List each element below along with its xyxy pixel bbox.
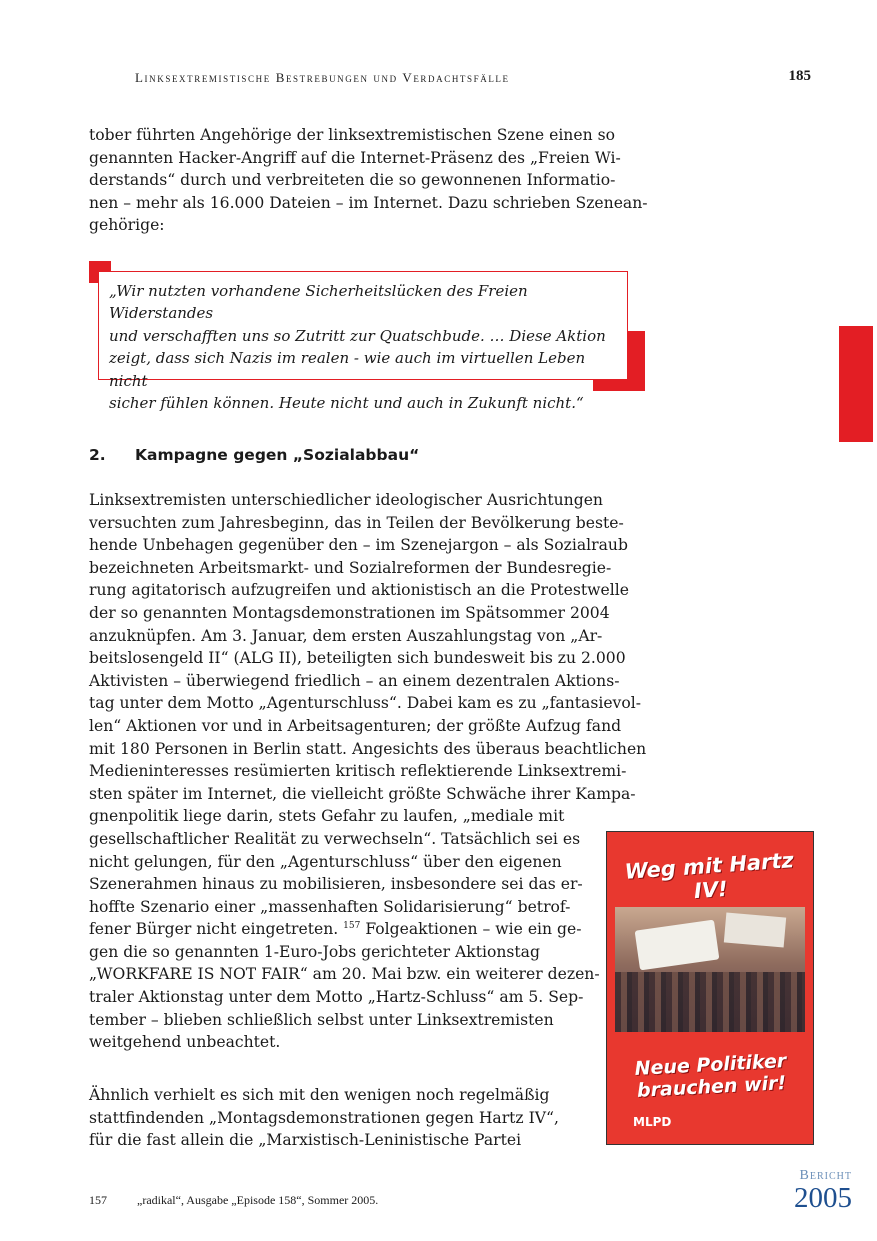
footnote: [89, 1193, 378, 1208]
text-segment: fener Bürger nicht eingetreten.: [89, 920, 339, 939]
text-line: Linksextremisten unterschiedlicher ideologischer Ausrichtungen: [89, 491, 603, 509]
footnote-reference[interactable]: 157: [343, 921, 361, 932]
text-line: versuchten zum Jahresbeginn, das in Teilen der Bevölkerung beste-: [89, 513, 624, 532]
text-line: anzuknüpfen. Am 3. Januar, dem ersten Auszahlungstag von „Ar-: [89, 626, 603, 645]
text-line: tember – blieben schließlich selbst unter Linksextremisten: [89, 1010, 554, 1029]
poster-slogan-line: Neue Politiker: [634, 1050, 787, 1080]
chapter-marker-bar: [839, 326, 873, 442]
text-line: Szenerahmen hinaus zu mobilisieren, insbesondere sei das er-: [89, 875, 583, 894]
protest-banner: [724, 912, 786, 947]
paragraph-2: [89, 1084, 649, 1152]
text-line: gen die so genannten 1-Euro-Jobs gerichteter Aktionstag: [89, 942, 540, 961]
section-number: 2.: [89, 446, 106, 464]
text-line: „WORKFARE IS NOT FAIR“ am 20. Mai bzw. ein weiterer dezen-: [89, 965, 600, 984]
quote-line: und verschafften uns so Zutritt zur Quatschbude. … Diese Aktion: [109, 326, 606, 345]
protest-banner: [635, 920, 720, 971]
text-line: gehörige:: [89, 216, 165, 235]
text-line: nicht gelungen, für den „Agenturschluss“ über den eigenen: [89, 852, 562, 871]
text-line: gnenpolitik liege darin, stets Gefahr zu laufen, „mediale mit: [89, 807, 565, 826]
report-logo: [772, 1168, 852, 1212]
text-line: derstands“ durch und verbreiteten die so gewonnenen Informatio-: [89, 171, 616, 190]
intro-paragraph: [89, 124, 649, 237]
text-line: hoffte Szenario einer „massenhaften Solidarisierung“ betrof-: [89, 897, 571, 916]
logo-word: Bericht: [799, 1168, 852, 1183]
quote-line: zeigt, dass sich Nazis im realen - wie auch im virtuellen Leben nicht: [109, 349, 586, 390]
text-line: der so genannten Montagsdemonstrationen im Spätsommer 2004: [89, 603, 610, 622]
text-segment: Folgeaktionen – wie ein ge-: [365, 920, 582, 939]
text-line: beitslosengeld II“ (ALG II), beteiligten sich bundesweit bis zu 2.000: [89, 649, 626, 668]
poster-slogan-line: brauchen wir!: [636, 1072, 787, 1102]
poster-slogan: [612, 1049, 810, 1103]
text-line: genannten Hacker-Angriff auf die Internet-Präsenz des „Freien Wi-: [89, 148, 621, 167]
section-title: Kampagne gegen „Sozialabbau“: [135, 446, 420, 464]
logo-year: 2005: [794, 1182, 852, 1214]
quote-box: [98, 271, 628, 413]
footnote-number: 157: [89, 1193, 107, 1207]
text-line: stattfindenden „Montagsdemonstrationen gegen Hartz IV“,: [89, 1108, 559, 1127]
paragraph-1: [89, 489, 649, 1054]
text-line: nen – mehr als 16.000 Dateien – im Internet. Dazu schrieben Szenean-: [89, 193, 648, 212]
text-line: sten später im Internet, die vielleicht größte Schwäche ihrer Kampa-: [89, 784, 636, 803]
quote-line: „Wir nutzten vorhandene Sicherheitslücken des Freien Widerstandes: [109, 282, 528, 323]
text-line: Ähnlich verhielt es sich mit den wenigen noch regelmäßig: [89, 1086, 550, 1104]
text-line: weitgehend unbeachtet.: [89, 1033, 281, 1052]
text-line: hende Unbehagen gegenüber den – im Szenejargon – als Sozialraub: [89, 536, 628, 555]
crowd-illustration: [615, 972, 805, 1032]
quote-line: sicher fühlen können. Heute nicht und auch in Zukunft nicht.“: [109, 394, 584, 413]
text-line: mit 180 Personen in Berlin statt. Angesichts des überaus beachtlichen: [89, 739, 647, 758]
demonstration-photo: [615, 907, 805, 1032]
running-title: Linksextremistische Bestrebungen und Verdachtsfälle: [135, 70, 510, 85]
text-line: rung agitatorisch aufzugreifen und aktionistisch an die Protestwelle: [89, 581, 629, 600]
poster-brand: MLPD: [633, 1115, 672, 1129]
page-number: 185: [788, 68, 811, 84]
text-line: Aktivisten – überwiegend friedlich – an einem dezentralen Aktions-: [89, 671, 620, 690]
quote-block: [89, 261, 645, 413]
text-line: Medieninteresses resümierten kritisch reflektierende Linksextremi-: [89, 762, 627, 781]
footnote-text: „radikal“, Ausgabe „Episode 158“, Sommer 2005.: [137, 1193, 379, 1207]
section-heading: [89, 446, 419, 464]
poster-headline: Weg mit Hartz IV!: [623, 848, 795, 904]
mlpd-poster-image: [606, 831, 814, 1145]
text-line-with-footnote: [89, 918, 649, 941]
text-line: tag unter dem Motto „Agenturschluss“. Dabei kam es zu „fantasievol-: [89, 694, 642, 713]
text-line: bezeichneten Arbeitsmarkt- und Sozialreformen der Bundesregie-: [89, 558, 612, 577]
text-line: traler Aktionstag unter dem Motto „Hartz-Schluss“ am 5. Sep-: [89, 988, 584, 1007]
text-line: len“ Aktionen vor und in Arbeitsagenturen; der größte Aufzug fand: [89, 716, 622, 735]
text-line: für die fast allein die „Marxistisch-Leninistische Partei: [89, 1131, 522, 1150]
text-line: tober führten Angehörige der linksextremistischen Szene einen so: [89, 126, 615, 144]
text-line: gesellschaftlicher Realität zu verwechseln“. Tatsächlich sei es: [89, 829, 581, 848]
